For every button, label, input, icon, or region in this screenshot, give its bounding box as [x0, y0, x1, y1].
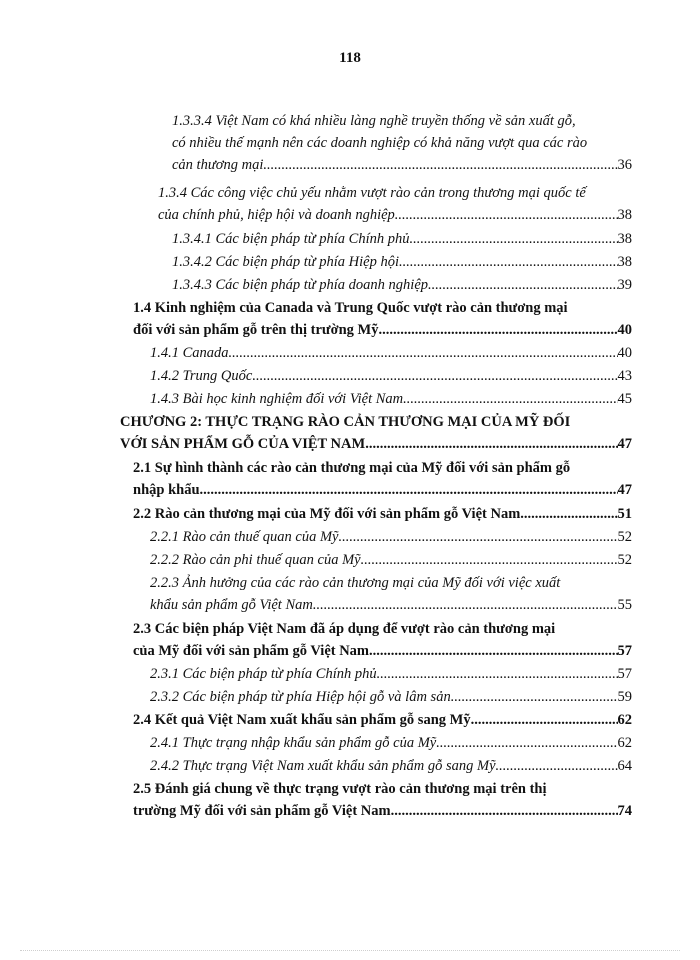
- toc-entry-text: 2.1 Sự hình thành các rào cản thương mại của Mỹ đối với sản phẩm gỗ: [133, 460, 571, 476]
- toc-page-number: 47: [617, 436, 632, 452]
- toc-entry-2-2-3[interactable]: [150, 572, 632, 616]
- dot-leader: [496, 755, 618, 777]
- toc-page-number: 62: [617, 735, 632, 751]
- toc-page-number: 38: [617, 231, 632, 247]
- toc-entry-text: 1.3.4.3 Các biện pháp từ phía doanh nghiệp: [172, 277, 429, 293]
- toc-entry-text: 1.3.4.2 Các biện pháp từ phía Hiệp hội: [172, 254, 400, 270]
- dot-leader: [403, 388, 617, 410]
- toc-entry-text: 2.3 Các biện pháp Việt Nam đã áp dụng để vượt rào cản thương mại: [133, 621, 556, 637]
- dot-leader: [313, 594, 618, 616]
- toc-entry-text: của Mỹ đối với sản phẩm gỗ Việt Nam: [133, 643, 370, 659]
- toc-entry-2-2[interactable]: [133, 503, 632, 525]
- toc-entry-2-3-2[interactable]: [150, 686, 632, 708]
- toc-entry-text: cản thương mại.: [172, 157, 267, 173]
- toc-entry-1-4-3[interactable]: [150, 388, 632, 410]
- toc-entry-text: 2.2 Rào cản thương mại của Mỹ đối với sản phẩm gỗ Việt Nam: [133, 506, 521, 522]
- toc-page-number: 38: [617, 207, 632, 223]
- toc-entry-text: 2.3.2 Các biện pháp từ phía Hiệp hội gỗ và lâm sản: [150, 689, 451, 705]
- dot-leader: [395, 204, 618, 226]
- toc-entry-text: 1.4.3 Bài học kinh nghiệm đối với Việt Nam: [150, 391, 404, 407]
- toc-page-number: 52: [617, 552, 632, 568]
- dot-leader: [520, 503, 617, 525]
- toc-entry-1-3-3-4[interactable]: [172, 110, 632, 176]
- toc-entry-1-3-4-3[interactable]: [172, 274, 632, 296]
- toc-page-number: 59: [617, 689, 632, 705]
- toc-page-number: 40: [617, 322, 632, 338]
- toc-entry-1-4[interactable]: [133, 297, 632, 341]
- dot-leader: [451, 686, 618, 708]
- toc-entry-2-2-2[interactable]: [150, 549, 632, 571]
- toc-entry-1-3-4[interactable]: [158, 182, 632, 226]
- toc-entry-text: VỚI SẢN PHẨM GỖ CỦA VIỆT NAM: [120, 436, 366, 452]
- dot-leader: [365, 433, 617, 455]
- toc-page-number: 40: [617, 345, 632, 361]
- toc-entry-text: 2.4.1 Thực trạng nhập khẩu sản phẩm gỗ của Mỹ: [150, 735, 437, 751]
- toc-entry-text: 1.4.2 Trung Quốc: [150, 368, 253, 384]
- toc-entry-text: 2.2.2 Rào cản phi thuế quan của Mỹ: [150, 552, 361, 568]
- toc-entry-1-3-4-1[interactable]: [172, 228, 632, 250]
- dot-leader: [252, 365, 617, 387]
- toc-entry-1-4-1[interactable]: [150, 342, 632, 364]
- dot-leader: [379, 319, 618, 341]
- toc-entry-text: trường Mỹ đối với sản phẩm gỗ Việt Nam: [133, 803, 391, 819]
- toc-page-number: 57: [617, 643, 632, 659]
- toc-page-number: 45: [617, 391, 632, 407]
- dot-leader: [391, 800, 618, 822]
- dot-leader: [428, 274, 617, 296]
- toc-page-number: 62: [617, 712, 632, 728]
- page-number: 118: [339, 50, 361, 66]
- toc-entry-2-4-2[interactable]: [150, 755, 632, 777]
- toc-entry-2-3-1[interactable]: [150, 663, 632, 685]
- toc-entry-text: 2.2.1 Rào cản thuế quan của Mỹ: [150, 529, 339, 545]
- toc-page-number: 36: [617, 157, 632, 173]
- toc-entry-text: 1.3.4.1 Các biện pháp từ phía Chính phủ: [172, 231, 410, 247]
- toc-page-number: 43: [617, 368, 632, 384]
- toc-entry-text: 2.4 Kết quả Việt Nam xuất khẩu sản phẩm gỗ sang Mỹ: [133, 712, 471, 728]
- dot-leader: [200, 479, 618, 501]
- toc-entry-2-1[interactable]: [133, 457, 632, 501]
- dot-leader: [267, 154, 618, 176]
- toc-entry-text: CHƯƠNG 2: THỰC TRẠNG RÀO CẢN THƯƠNG MẠI CỦA MỸ ĐỐI: [120, 414, 571, 430]
- toc-entry-text: của chính phủ, hiệp hội và doanh nghiệp: [158, 207, 395, 223]
- toc-page-number: 52: [617, 529, 632, 545]
- toc-entry-text: 1.4 Kinh nghiệm của Canada và Trung Quốc vượt rào cản thương mại: [133, 300, 568, 316]
- toc-entry-text: có nhiều thế mạnh nên các doanh nghiệp có khả năng vượt qua các rào: [172, 135, 588, 151]
- toc-page-number: 39: [617, 277, 632, 293]
- dot-leader: [436, 732, 617, 754]
- toc-page-number: 47: [617, 482, 632, 498]
- toc-entry-text: 1.3.4 Các công việc chủ yếu nhằm vượt rào cản trong thương mại quốc tế: [158, 185, 586, 201]
- dot-leader: [369, 640, 617, 662]
- page-bottom-divider: [20, 950, 680, 951]
- toc-page-number: 57: [617, 666, 632, 682]
- toc-entry-text: đối với sản phẩm gỗ trên thị trường Mỹ: [133, 322, 379, 338]
- toc-entry-text: 1.3.3.4 Việt Nam có khá nhiều làng nghề truyền thống về sản xuất gỗ,: [172, 113, 576, 129]
- toc-page-number: 74: [617, 803, 632, 819]
- toc-entry-chapter-2[interactable]: [120, 411, 632, 455]
- dot-leader: [377, 663, 618, 685]
- toc-entry-2-4-1[interactable]: [150, 732, 632, 754]
- dot-leader: [399, 251, 617, 273]
- toc-page-number: 64: [617, 758, 632, 774]
- toc-entry-text: khẩu sản phẩm gỗ Việt Nam: [150, 597, 313, 613]
- toc-entry-2-2-1[interactable]: [150, 526, 632, 548]
- toc-entry-2-4[interactable]: [133, 709, 632, 731]
- toc-entry-text: 2.3.1 Các biện pháp từ phía Chính phủ: [150, 666, 377, 682]
- dot-leader: [471, 709, 618, 731]
- toc-page-number: 55: [617, 597, 632, 613]
- toc-entry-2-5[interactable]: [133, 778, 632, 822]
- dot-leader: [229, 342, 618, 364]
- toc-entry-text: 2.4.2 Thực trạng Việt Nam xuất khẩu sản phẩm gỗ sang Mỹ: [150, 758, 496, 774]
- dot-leader: [410, 228, 618, 250]
- toc-entry-1-4-2[interactable]: [150, 365, 632, 387]
- toc-entry-text: nhập khẩu: [133, 482, 200, 498]
- toc-entry-1-3-4-2[interactable]: [172, 251, 632, 273]
- toc-entry-text: 2.5 Đánh giá chung về thực trạng vượt rào cản thương mại trên thị: [133, 781, 547, 797]
- toc-page-number: 38: [617, 254, 632, 270]
- toc-entry-text: 2.2.3 Ảnh hưởng của các rào cản thương mại của Mỹ đối với việc xuất: [150, 575, 561, 591]
- dot-leader: [361, 549, 618, 571]
- toc-entry-2-3[interactable]: [133, 618, 632, 662]
- toc-page-number: 51: [617, 506, 632, 522]
- dot-leader: [338, 526, 617, 548]
- toc-entry-text: 1.4.1 Canada: [150, 345, 229, 361]
